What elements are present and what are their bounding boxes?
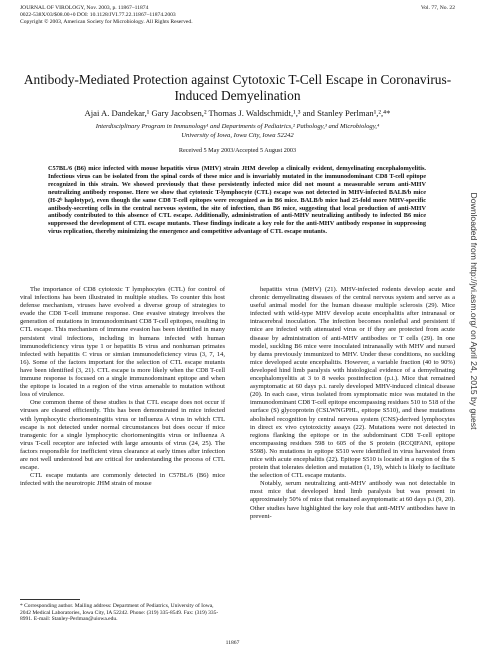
download-watermark — [466, 96, 482, 526]
issn-doi: 0022-538X/03/$08.00+0 DOI: 10.1128/JVI.77.22.11867–11874.2003 — [20, 12, 176, 18]
affiliation-line-1: Interdisciplinary Program in Immunology¹ and Departments of Pediatrics,² Pathology,³ and Microbiology,⁴ — [95, 123, 380, 130]
journal-citation: JOURNAL OF VIROLOGY, Nov. 2003, p. 11867–11874 — [20, 5, 149, 11]
body-paragraph: One common theme of these studies is that CTL escape does not occur if viruses are cleared efficiently. This has been demonstrated in mice infected with lymphocytic choriomeningitis virus or influenza A virus in which CTL escape is not detected under normal circumstances but does occur if mice transgenic for a single lymphocytic choriomeningitis virus or influenza A virus T-cell receptor are infected with large amounts of virus (24, 25). The factors responsible for inefficient virus clearance at early times after infection are not well understood but are critical for understanding the process of CTL escape. — [20, 399, 225, 472]
received-accepted-dates: Received 5 May 2003/Accepted 5 August 2003 — [178, 147, 297, 154]
body-paragraph: The importance of CD8 cytotoxic T lymphocytes (CTL) for control of viral infections has been illustrated in multiple studies. To counter this host defense mechanism, viruses have evolved a diverse group of strategies to evade the CD8 T-cell immune response. One evasive strategy involves the generation of mutations in immunodominant CD8 T-cell epitopes, resulting in CTL escape. This mechanism of immune evasion has been identified in many persistent viral infections, including in humans infected with human immunodeficiency virus type 1 or hepatitis B virus and nonhuman primates infected with hepatitis C virus or simian immunodeficiency virus (3, 7, 14, 16). Some of the factors important for the selection of CTL escape mutants have been identified (3, 21). CTL escape is more likely when the CD8 T-cell immune response is focused on a single immunodominant epitope and when the epitope is located in a region of the virus amenable to mutation without loss of virulence. — [20, 286, 225, 399]
article-title: Antibody-Mediated Protection against Cytotoxic T-Cell Escape in Coronavirus-Induced Demyelination — [23, 72, 452, 103]
abstract: C57BL/6 (B6) mice infected with mouse hepatitis virus (MHV) strain JHM develop a clinically evident, demyelinating encephalomyelitis. Infectious virus can be isolated from the spinal cords of these mice and is invariably mutated in the immunodominant CD8 T-cell epitope recognized in this strain. We showed previously that these persistently infected mice did not mount a measurable serum anti-MHV neutralizing antibody response. Here we show that cytotoxic T-lymphocyte (CTL) escape was not detected in MHV-infected BALB/b mice (H-2ᵇ haplotype), even though the same CD8 T-cell epitopes were recognized as in B6 mice. BALB/b mice had 25-fold more MHV-specific antibody-secreting cells in the central nervous system, the site of infection, than B6 mice, suggesting that local production of anti-MHV antibody contributed to this absence of CTL escape. Additionally, administration of anti-MHV neutralizing antibody to infected B6 mice suppressed the development of CTL escape mutants. These findings indicate a key role for the anti-MHV antibody response in suppressing virus replication, thereby minimizing the emergence and competitive advantage of CTL escape mutants. — [48, 165, 426, 236]
body-column-left — [20, 286, 225, 488]
copyright-notice: Copyright © 2003, American Society for Microbiology. All Rights Reserved. — [20, 19, 193, 25]
author-list: Ajai A. Dandekar,¹ Gary Jacobsen,² Thomas J. Waldschmidt,¹,³ and Stanley Perlman¹,²,⁴* — [84, 108, 391, 118]
footnote-divider — [20, 599, 80, 600]
body-column-right — [250, 286, 455, 521]
body-paragraph: Notably, serum neutralizing anti-MHV antibody was not detectable in most mice that developed hind limb paralysis but was present in approximately 50% of mice that remained asymptomatic at 60 days p.i (9, 20). Other studies have highlighted the key role that anti-MHV antibodies have in prevent- — [250, 480, 455, 520]
volume-issue: Vol. 77, No. 22 — [420, 5, 455, 11]
download-watermark-text: Downloaded from http://jvi.asm.org/ on April 24, 2015 by guest — [469, 192, 479, 430]
body-paragraph: hepatitis virus (MHV) (21). MHV-infected rodents develop acute and chronic demyelinating diseases of the central nervous system and serve as a useful animal model for the human disease multiple sclerosis (29). Mice infected with wild-type MHV develop acute encephalitis after intranasal or intracerebral inoculation. The infection becomes nonlethal and persistent if mice are infected with attenuated virus or if they are protected from acute disease by administration of anti-MHV antibodies or T cells (29). In one model, suckling B6 mice were inoculated intranasally with MHV and nursed by dams previously immunized to MHV. Under these conditions, no suckling mice developed acute encephalitis. However, a variable fraction (40 to 90%) developed hind limb paralysis with histological evidence of a demyelinating encephalomyelitis at 3 to 8 weeks postinfection (p.i.). Mice that remained asymptomatic at 60 days p.i. rarely developed MHV-induced clinical disease (20). In each case, virus isolated from symptomatic mice was mutated in the immunodominant CD8 T-cell epitope encompassing residues 510 to 518 of the surface (S) glycoprotein (CSLWNGPHL, epitope S510), and these mutations abolished recognition by central nervous system (CNS)-derived lymphocytes in direct ex vivo cytotoxicity assays (22). Mutations were not detected in regions flanking the epitope or in the subdominant CD8 T-cell epitope encompassing residues 598 to 605 of the S protein (RCQIFANI, epitope S598). No mutations in epitope S510 were identified in virus harvested from mice with acute encephalitis (22). Epitope S510 is located in a region of the S protein that tolerates deletion and mutation (1, 19), which is likely to facilitate the selection of CTL escape mutants. — [250, 286, 455, 480]
body-paragraph: CTL escape mutants are commonly detected in C57BL/6 (B6) mice infected with the neurotropic JHM strain of mouse — [20, 472, 225, 488]
affiliations — [20, 123, 455, 140]
page-number: 11867 — [225, 640, 240, 646]
corresponding-author-footnote: * Corresponding author. Mailing address: Department of Pediatrics, University of Iowa, 2042 Medical Laboratories, Iowa City, IA 52242. Phone: (319) 335-8549. Fax: (319) 335-8991. E-mail: Stanley-Perlman@uiowa.edu. — [20, 603, 219, 623]
affiliation-line-2: University of Iowa, Iowa City, Iowa 52242 — [181, 131, 294, 139]
